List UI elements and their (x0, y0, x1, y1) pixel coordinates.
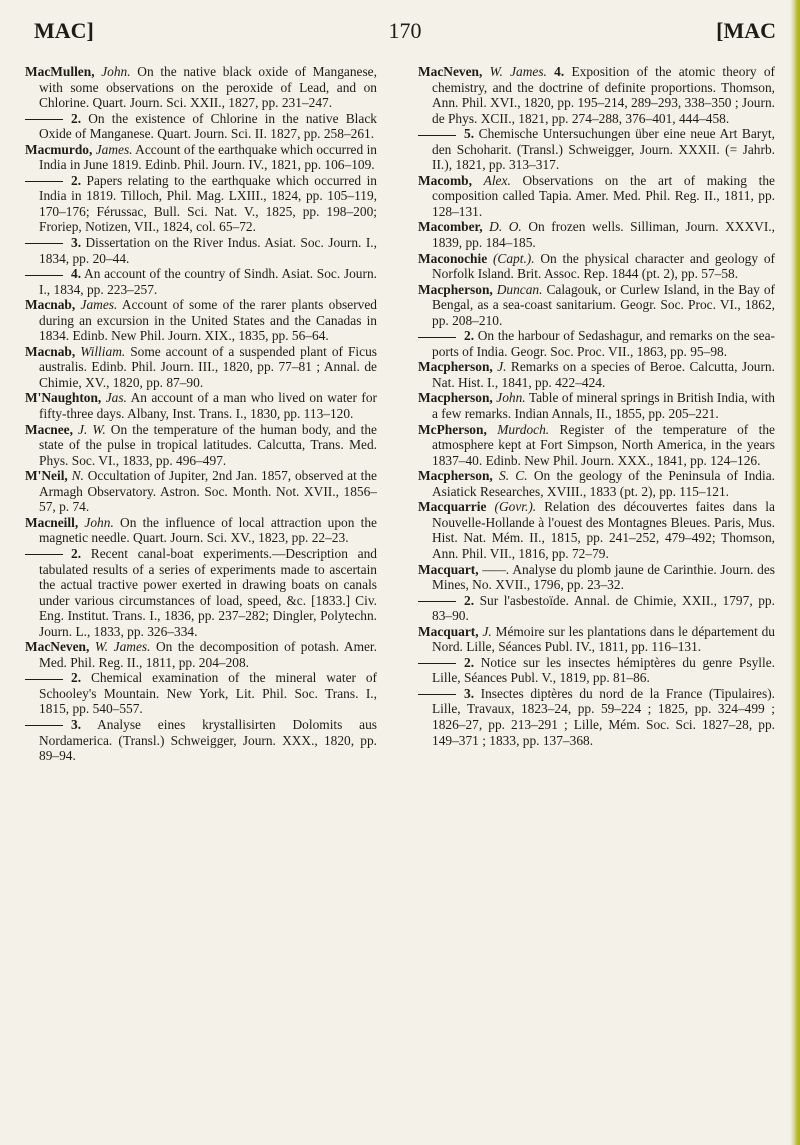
left-column (25, 64, 377, 764)
author-name: Macquart, (418, 561, 479, 577)
entry-text: Occultation of Jupiter, 2nd Jan. 1857, observed at the Armagh Observatory. Astron. Soc. Month. Not. XVII., 1856–57, p. 74. (39, 468, 377, 515)
catalogue-entry (25, 344, 377, 391)
entry-text: Chemische Untersuchungen über eine neue Art Baryt, den Schoharit. (Transl.) Schweigger, Journ. XXXII. (= Jahrb. II.), 1821, pp. 313–317. (432, 126, 775, 173)
entry-text: Mémoire sur les plantations dans le département du Nord. Lille, Séances Publ. IV., 1811, pp. 116–131. (432, 623, 775, 655)
sub-entry (25, 266, 377, 297)
ditto-dash (418, 135, 456, 136)
author-forename: ——. (482, 561, 510, 577)
entry-text: On the temperature of the human body, and the state of the pulse in tropical latitudes. Calcutta, Trans. Med. Phys. Soc. VI., 1833, pp. 496–497. (39, 421, 377, 468)
entry-text: Notice sur les insectes hémiptères du genre Psylle. Lille, Séances Publ. V., 1819, pp. 81–86. (432, 654, 775, 686)
sub-entry (25, 111, 377, 142)
catalogue-entry (418, 468, 775, 499)
entry-text: Chemical examination of the mineral water of Schooley's Mountain. New York, Lit. Phil. Soc. Trans. I., 1815, pp. 540–557. (39, 670, 378, 717)
ditto-dash (25, 554, 63, 555)
catalogue-entry (25, 515, 377, 546)
catalogue-entry (418, 282, 775, 329)
catalogue-entry (418, 64, 775, 126)
author-forename: John. (84, 514, 114, 530)
author-name: Macpherson, (418, 281, 493, 297)
page-edge (790, 0, 800, 1145)
ditto-dash (25, 679, 63, 680)
author-forename: Alex. (483, 172, 511, 188)
paper-number: 2. (464, 592, 475, 608)
sub-entry (418, 593, 775, 624)
entry-text: Account of the earthquake which occurred in India in June 1819. Edinb. Phil. Journ. IV., 1821, pp. 106–109. (39, 141, 377, 173)
author-name: Macnab, (25, 343, 76, 359)
author-forename: J. (482, 623, 492, 639)
entry-text: On the native black oxide of Manganese, with some observations on the peroxide of Lead, and on Chlorine. Quart. Journ. Sci. XXII., 1827, pp. 231–247. (39, 64, 377, 111)
entry-text: An account of a man who lived on water for fifty-three days. Albany, Inst. Trans. I., 1830, pp. 113–120. (39, 390, 377, 422)
entry-text: On the decomposition of potash. Amer. Med. Phil. Reg. II., 1811, pp. 204–208. (39, 639, 377, 670)
author-name: Macomber, (418, 219, 483, 235)
ditto-dash (418, 694, 456, 695)
catalogue-entry (418, 390, 775, 421)
catalogue-entry (418, 251, 775, 282)
author-name: Macpherson, (418, 359, 493, 375)
paper-number: 2. (71, 545, 82, 561)
ditto-dash (25, 243, 63, 244)
author-forename: J. W. (78, 421, 106, 437)
author-forename: John. (496, 390, 526, 406)
author-name: Macquart, (418, 623, 479, 639)
entry-text: Analyse du plomb jaune de Carinthie. Journ. des Mines, No. XVII., 1796, pp. 23–32. (432, 561, 775, 593)
author-name: M'Neil, (25, 468, 68, 484)
author-forename: W. James. (94, 639, 151, 655)
entry-text: On the geology of the Peninsula of India. Asiatick Researches, XVIII., 1833 (pt. 2), pp. 115–121. (432, 468, 775, 499)
catalogue-entry (25, 639, 377, 670)
author-forename: J. (497, 359, 507, 375)
author-forename: James. (80, 297, 118, 313)
entry-text: Analyse eines krystallisirten Dolomits aus Nordamerica. (Transl.) Schweigger, Journ. XXX., 1820, pp. 89–94. (39, 716, 378, 764)
entry-text: Register of the temperature of the atmosphere kept at Fort Simpson, North America, in the years 1837–40. Edinb. New Phil. Journ. XXX., 1841, pp. 124–126. (432, 421, 775, 468)
entry-text: Papers relating to the earthquake which occurred in India in 1819. Tilloch, Phil. Mag. LXIII., 1824, pp. 105–119, 170–176; Férussac, Bull. Sci. Nat. V., 1825, pp. 198–200; Froriep, Notizen, VII., 1824, col. 65–72. (39, 172, 377, 235)
entry-text: Calagouk, or Curlew Island, in the Bay of Bengal, as a sea-coast sanitarium. Geogr. Soc. Proc. VI., 1862, pp. 208–210. (432, 281, 775, 328)
paper-number: 5. (464, 126, 475, 142)
catalogue-entry (25, 390, 377, 421)
author-forename: Duncan. (496, 281, 543, 297)
author-forename: S. C. (499, 468, 528, 484)
right-column (418, 64, 775, 748)
header-left: MAC] (34, 18, 94, 43)
author-name: Macquarrie (418, 499, 487, 515)
entry-text: On the physical character and geology of Norfolk Island. Brit. Assoc. Rep. 1844 (pt. 2), pp. 57–58. (432, 250, 775, 282)
ditto-dash (418, 337, 456, 338)
author-name: MacNeven, (418, 64, 483, 79)
paper-number: 3. (464, 685, 475, 701)
author-name: McPherson, (418, 421, 487, 437)
entry-text: Exposition of the atomic theory of chemistry, and the doctrine of definite proportions. Thomson, Ann. Phil. XVI., 1820, pp. 195–214, 289–293, 338–350 ; Journ. de Phys. XCII., 1821, pp. 274–288, 376–401, 444–458. (432, 64, 775, 126)
entry-text: On frozen wells. Silliman, Journ. XXXVI., 1839, pp. 184–185. (432, 219, 775, 251)
entry-text: On the influence of local attraction upon the magnetic needle. Quart. Journ. Sci. XV., 1823, pp. 22–23. (39, 514, 378, 546)
entry-text: Recent canal-boat experiments.—Description and tabulated results of a series of experiments made to ascertain the actual tractive power exerted in drawing boats on canals under various circumstances of load, speed, &c. [1833.] Civ. Eng. Institut. Trans. I., 1836, pp. 237–282; Dingler, Polytechn. Journ. L., 1833, pp. 326–334. (39, 545, 377, 639)
paper-number: 4. (554, 64, 565, 79)
page-number: 170 (388, 18, 422, 43)
entry-text: Insectes diptères du nord de la France (Tipulaires). Lille, Travaux, 1823–24, pp. 59–224 ; 1825, pp. 324–499 ; 1826–27, pp. 213–291 ; Lille, Mém. Soc. Sci. 1827–28, pp. 149–371 ; 1833, pp. 137–368. (432, 685, 775, 748)
sub-entry (25, 670, 377, 717)
sub-entry (25, 546, 377, 639)
paper-number: 2. (71, 110, 82, 126)
entry-text: Remarks on a species of Beroe. Calcutta, Journ. Nat. Hist. I., 1841, pp. 422–424. (432, 359, 775, 390)
page-header (34, 17, 776, 45)
author-name: Maconochie (418, 250, 488, 266)
author-name: M'Naughton, (25, 390, 102, 406)
entry-text: Some account of a suspended plant of Ficus australis. Edinb. Phil. Journ. III., 1820, pp. 77–81 ; Annal. de Chimie, XV., 1820, pp. 87–90. (39, 343, 377, 390)
catalogue-entry (25, 422, 377, 469)
author-forename: William. (80, 343, 126, 359)
author-name: MacMullen, (25, 64, 95, 79)
ditto-dash (25, 181, 63, 182)
entry-text: Dissertation on the River Indus. Asiat. Soc. Journ. I., 1834, pp. 20–44. (39, 235, 377, 266)
author-forename: (Govr.). (494, 499, 537, 515)
catalogue-entry (418, 624, 775, 655)
paper-number: 3. (71, 716, 82, 732)
paper-number: 4. (71, 266, 82, 282)
sub-entry (25, 173, 377, 235)
ditto-dash (25, 275, 63, 276)
author-forename: D. O. (489, 219, 522, 235)
entry-text: On the harbour of Sedashagur, and remarks on the sea-ports of India. Geogr. Soc. Proc. VII., 1863, pp. 95–98. (432, 328, 775, 359)
catalogue-entry (25, 297, 377, 344)
entry-text: Relation des découvertes faites dans la Nouvelle-Hollande à l'ouest des Montagnes Bleues. Paris, Mus. Hist. Nat. Mém. II., 1815, pp. 241–252, 479–492; Thomson, Ann. Phil. VII., 1816, pp. 72–79. (432, 499, 775, 561)
sub-entry (418, 328, 775, 359)
author-name: Macpherson, (418, 468, 493, 484)
catalogue-entry (25, 142, 377, 173)
catalogue-entry (418, 219, 775, 250)
catalogue-entry (418, 499, 775, 561)
sub-entry (418, 655, 775, 686)
entry-text: An account of the country of Sindh. Asiat. Soc. Journ. I., 1834, pp. 223–257. (39, 266, 378, 297)
author-name: Macnab, (25, 297, 76, 313)
entry-text: Sur l'asbestoïde. Annal. de Chimie, XXII., 1797, pp. 83–90. (432, 592, 775, 624)
catalogue-entry (418, 562, 775, 593)
catalogue-entry (25, 64, 377, 111)
catalogue-entry (418, 173, 775, 220)
author-name: Macpherson, (418, 390, 493, 406)
ditto-dash (25, 119, 63, 120)
sub-entry (25, 235, 377, 266)
sub-entry (418, 686, 775, 748)
sub-entry (25, 717, 377, 764)
paper-number: 2. (464, 328, 475, 344)
paper-number: 2. (71, 670, 82, 686)
author-forename: N. (71, 468, 84, 484)
sub-entry (418, 126, 775, 173)
author-name: MacNeven, (25, 639, 90, 655)
author-forename: W. James. (489, 64, 547, 79)
ditto-dash (25, 725, 63, 726)
author-forename: (Capt.). (492, 250, 535, 266)
ditto-dash (418, 601, 456, 602)
author-forename: John. (101, 64, 131, 79)
author-name: Macnee, (25, 421, 73, 437)
entry-text: On the existence of Chlorine in the native Black Oxide of Manganese. Quart. Journ. Sci. II. 1827, pp. 258–261. (39, 110, 377, 142)
author-name: Macomb, (418, 172, 472, 188)
author-forename: Jas. (105, 390, 127, 406)
paper-number: 2. (71, 172, 82, 188)
entry-text: Observations on the art of making the composition called Tapia. Amer. Med. Phil. Reg. II., 1811, pp. 128–131. (432, 172, 775, 219)
ditto-dash (418, 663, 456, 664)
author-name: Macmurdo, (25, 141, 93, 157)
paper-number: 3. (71, 235, 82, 251)
catalogue-entry (418, 359, 775, 390)
header-right: [MAC (716, 18, 776, 43)
entry-text: Table of mineral springs in British India, with a few remarks. Indian Annals, II., 1855, pp. 205–221. (432, 390, 775, 422)
catalogue-entry (418, 422, 775, 469)
author-forename: James. (95, 141, 133, 157)
entry-text: Account of some of the rarer plants observed during an excursion in the United States and the Canadas in 1834. Edinb. New Phil. Journ. XIX., 1835, pp. 56–64. (39, 297, 377, 344)
author-forename: Murdoch. (497, 421, 550, 437)
paper-number: 2. (464, 654, 475, 670)
catalogue-entry (25, 468, 377, 515)
author-name: Macneill, (25, 514, 79, 530)
